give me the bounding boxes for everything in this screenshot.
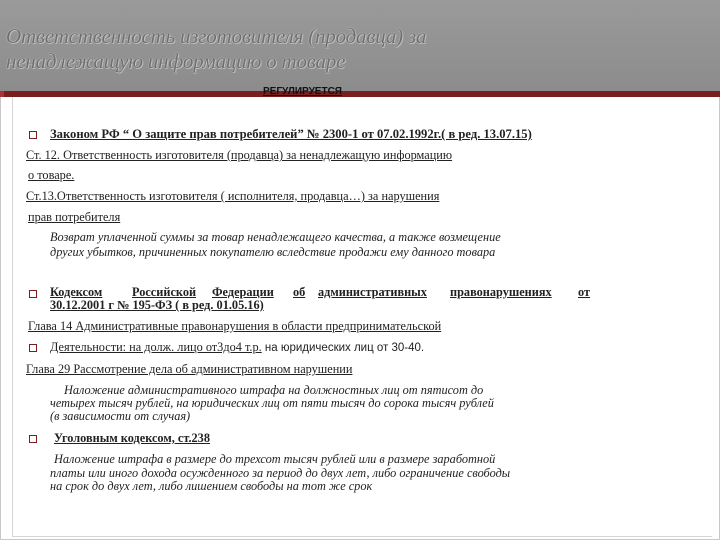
koap-word-7: от xyxy=(578,285,591,299)
refund-text-line-1: Возврат уплаченной суммы за товар ненадлежащего качества, а также возмещение xyxy=(50,230,501,244)
square-bullet-icon xyxy=(29,344,37,352)
activity-fines-legal: на юридических лиц от 30-40. xyxy=(261,342,425,354)
refund-text-line-2: других убытков, причиненных покупателю вследствие продажи ему данного товара xyxy=(50,245,496,259)
koap-word-2: Российской xyxy=(132,285,197,299)
article-12-line-1: Ст. 12. Ответственность изготовителя (продавца) за ненадлежащую информацию xyxy=(26,148,453,162)
koap-word-4: об xyxy=(293,285,306,299)
square-bullet-icon xyxy=(29,131,37,139)
criminal-code: Уголовным кодексом, ст.238 xyxy=(54,431,210,445)
title-line-1: Ответственность изготовителя (продавца) за xyxy=(6,24,427,48)
criminal-text-line-3: на срок до двух лет, либо лишением свободы на тот же срок xyxy=(50,479,373,493)
koap-word-5: административных xyxy=(318,285,427,299)
article-13-line-1: Ст.13.Ответственность изготовителя ( исполнителя, продавца…) за нарушения xyxy=(26,189,440,203)
koap-line-2: 30.12.2001 г № 195-ФЗ ( в ред. 01.05.16) xyxy=(50,298,264,312)
title-line-2: ненадлежащую информацию о товаре xyxy=(6,49,346,73)
article-13-line-2: прав потребителя xyxy=(28,210,121,224)
criminal-text-line-1: Наложение штрафа в размере до трехсот тысяч рублей или в размере заработной xyxy=(54,452,496,466)
fine-text-line-2: четырех тысяч рублей, на юридических лиц от пяти тысяч до сорока тысяч рублей xyxy=(50,396,494,410)
fine-text-line-1: Наложение административного штрафа на должностных лиц от пятисот до xyxy=(64,383,484,397)
activity-fines xyxy=(50,340,424,355)
fine-text-line-3: (в зависимости от случая) xyxy=(50,409,191,423)
chapter-29: Глава 29 Рассмотрение дела об административном нарушении xyxy=(26,362,353,376)
square-bullet-icon xyxy=(29,435,37,443)
activity-fines-officials: Деятельности: на долж. лицо от3до4 т.р. xyxy=(50,340,262,354)
criminal-text-line-2: платы или иного дохода осужденного за период до двух лет, либо ограничение свободы xyxy=(50,466,511,480)
heading-reguliruetsya: РЕГУЛИРУЕТСЯ xyxy=(263,86,342,97)
square-bullet-icon xyxy=(29,290,37,298)
koap-word-3: Федерации xyxy=(212,285,274,299)
koap-word-1: Кодексом xyxy=(50,285,103,299)
article-12-line-2: о товаре. xyxy=(28,168,75,182)
koap-word-6: правонарушениях xyxy=(450,285,552,299)
law-consumer-rights: Законом РФ “ О защите прав потребителей” № 2300-1 от 07.02.1992г.( в ред. 13.07.15) xyxy=(50,127,532,141)
chapter-14: Глава 14 Административные правонарушения в области предпринимательской xyxy=(28,319,442,333)
